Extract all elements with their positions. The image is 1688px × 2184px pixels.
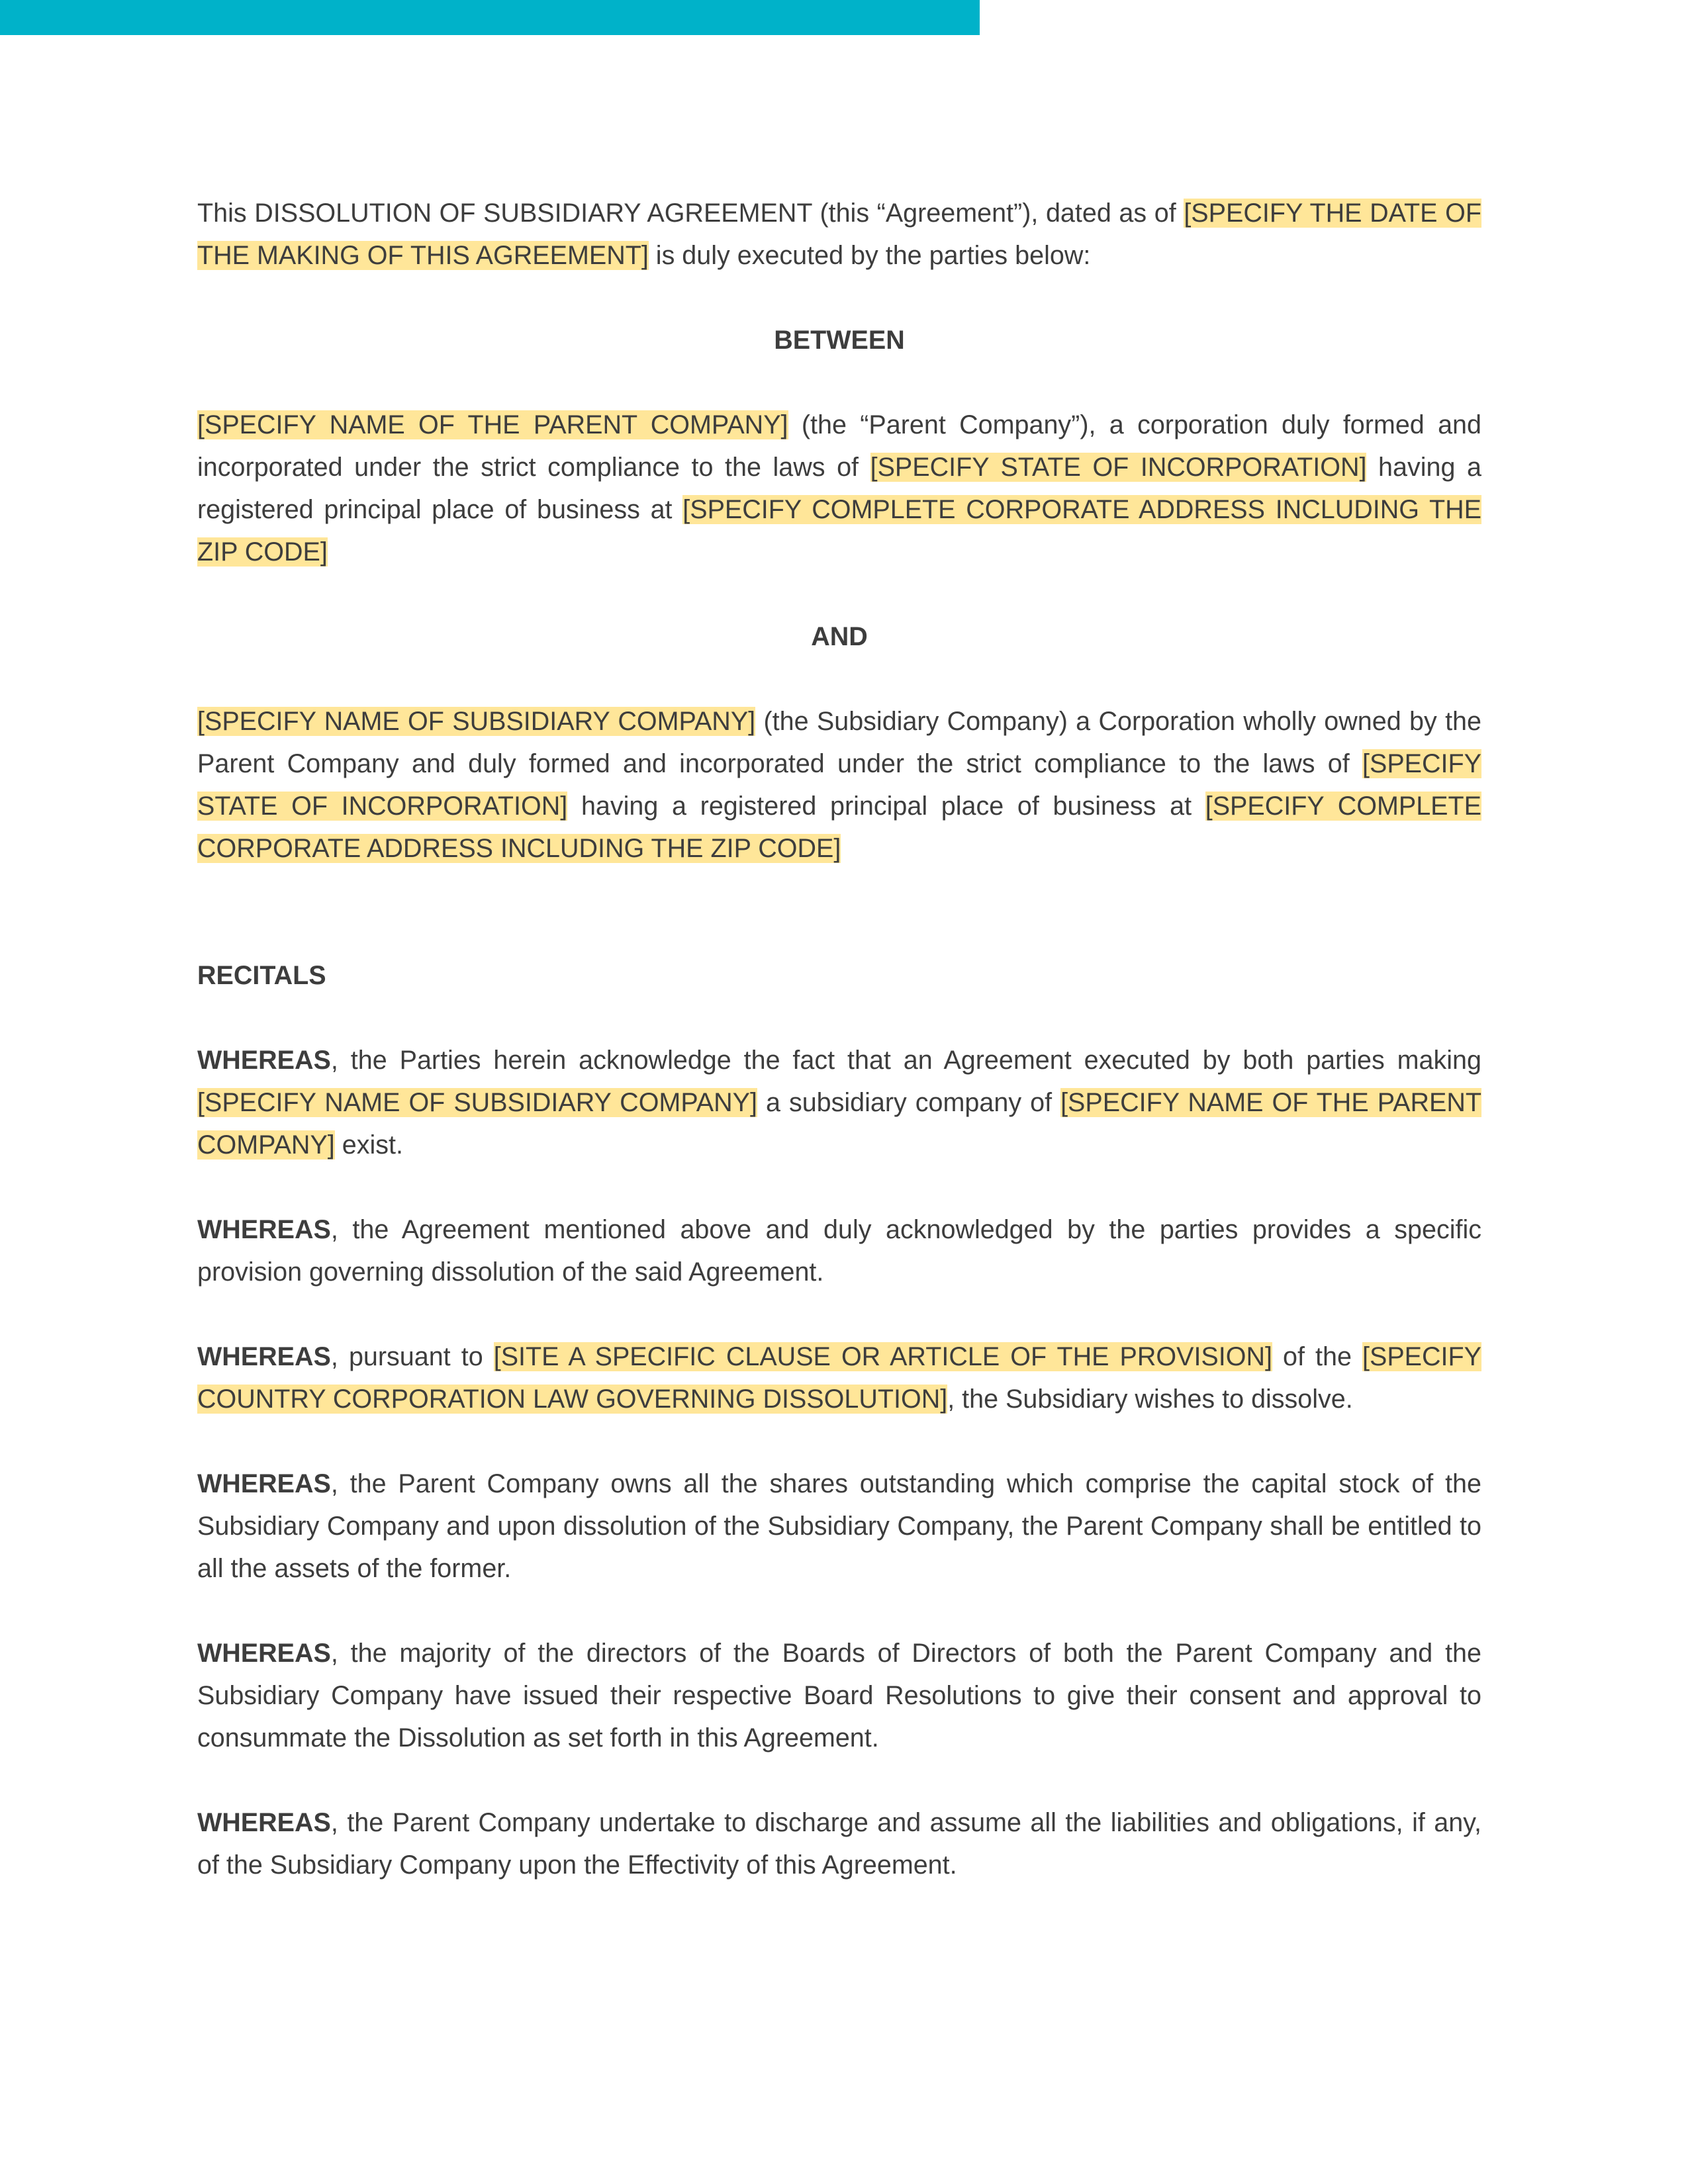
whereas-4-text: , the Parent Company owns all the shares outstanding which comprise the capital stock of the Subsidiary Company and upon dissolution of the Subsidiary Company, the Parent Company shall be entitled to all the assets of the former. bbox=[197, 1469, 1481, 1583]
between-heading: BETWEEN bbox=[774, 326, 905, 355]
placeholder-subsidiary-name: [SPECIFY NAME OF SUBSIDIARY COMPANY] bbox=[197, 707, 756, 736]
whereas-label: WHEREAS bbox=[197, 1046, 331, 1075]
whereas-paragraph-3 bbox=[197, 1336, 1481, 1420]
and-heading: AND bbox=[811, 622, 868, 651]
placeholder-parent-company-name: [SPECIFY NAME OF THE PARENT COMPANY] bbox=[197, 410, 788, 439]
whereas-label: WHEREAS bbox=[197, 1808, 331, 1837]
whereas-2-text: , the Agreement mentioned above and duly acknowledged by the parties provides a specific provision governing dissolution of the said Agreement. bbox=[197, 1215, 1481, 1287]
whereas-paragraph-1 bbox=[197, 1039, 1481, 1166]
whereas-label: WHEREAS bbox=[197, 1215, 331, 1244]
header-accent-bar bbox=[0, 0, 980, 35]
parent-company-paragraph bbox=[197, 404, 1481, 573]
recitals-heading: RECITALS bbox=[197, 961, 326, 990]
whereas-1-text-1: , the Parties herein acknowledge the fact that an Agreement executed by both parties making bbox=[330, 1046, 1481, 1075]
placeholder-corporation-law: [SPECIFY COUNTRY CORPORATION LAW GOVERNING DISSOLUTION] bbox=[197, 1342, 1481, 1414]
whereas-1-text-2: a subsidiary company of bbox=[757, 1088, 1061, 1117]
whereas-3-text-2: of the bbox=[1272, 1342, 1362, 1371]
intro-text-end: is duly executed by the parties below: bbox=[648, 241, 1091, 270]
whereas-paragraph-6 bbox=[197, 1801, 1481, 1886]
whereas-label: WHEREAS bbox=[197, 1639, 331, 1668]
placeholder-parent-state: [SPECIFY STATE OF INCORPORATION] bbox=[870, 453, 1367, 482]
intro-text: This DISSOLUTION OF SUBSIDIARY AGREEMENT (this “Agreement”), dated as of bbox=[197, 199, 1184, 228]
subsidiary-text-1: (the Subsidiary Company) a Corporation wholly owned by the Parent Company and duly formed and incorporated under the strict compliance to the laws of bbox=[197, 707, 1481, 778]
whereas-paragraph-5 bbox=[197, 1632, 1481, 1759]
whereas-1-text-3: exist. bbox=[334, 1130, 403, 1160]
placeholder-subsidiary-address: [SPECIFY COMPLETE CORPORATE ADDRESS INCLUDING THE ZIP CODE] bbox=[197, 792, 1481, 863]
whereas-5-text: , the majority of the directors of the Boards of Directors of both the Parent Company and the Subsidiary Company have issued their respective Board Resolutions to give their consent and approval to consummate the Dissolution as set forth in this Agreement. bbox=[197, 1639, 1481, 1752]
placeholder-parent-company-name: [SPECIFY NAME OF THE PARENT COMPANY] bbox=[197, 1088, 1481, 1160]
parent-text-1: (the “Parent Company”), a corporation duly formed and incorporated under the strict compliance to the laws of bbox=[197, 410, 1481, 482]
intro-paragraph bbox=[197, 192, 1481, 277]
whereas-label: WHEREAS bbox=[197, 1342, 331, 1371]
document-body bbox=[197, 192, 1481, 1929]
placeholder-subsidiary-name: [SPECIFY NAME OF SUBSIDIARY COMPANY] bbox=[197, 1088, 757, 1117]
subsidiary-company-paragraph bbox=[197, 700, 1481, 870]
placeholder-parent-address: [SPECIFY COMPLETE CORPORATE ADDRESS INCLUDING THE ZIP CODE] bbox=[197, 495, 1481, 567]
whereas-3-text-3: , the Subsidiary wishes to dissolve. bbox=[947, 1385, 1353, 1414]
subsidiary-text-2: having a registered principal place of business at bbox=[567, 792, 1205, 821]
placeholder-agreement-date: [SPECIFY THE DATE OF THE MAKING OF THIS AGREEMENT] bbox=[197, 199, 1481, 270]
whereas-paragraph-2 bbox=[197, 1208, 1481, 1293]
whereas-3-text-1: , pursuant to bbox=[330, 1342, 494, 1371]
parent-text-2: having a registered principal place of business at bbox=[197, 453, 1481, 524]
placeholder-subsidiary-state: [SPECIFY STATE OF INCORPORATION] bbox=[197, 749, 1481, 821]
placeholder-clause-article: [SITE A SPECIFIC CLAUSE OR ARTICLE OF THE PROVISION] bbox=[493, 1342, 1272, 1371]
whereas-6-text: , the Parent Company undertake to discharge and assume all the liabilities and obligations, if any, of the Subsidiary Company upon the Effectivity of this Agreement. bbox=[197, 1808, 1481, 1880]
whereas-label: WHEREAS bbox=[197, 1469, 331, 1498]
whereas-paragraph-4 bbox=[197, 1463, 1481, 1590]
